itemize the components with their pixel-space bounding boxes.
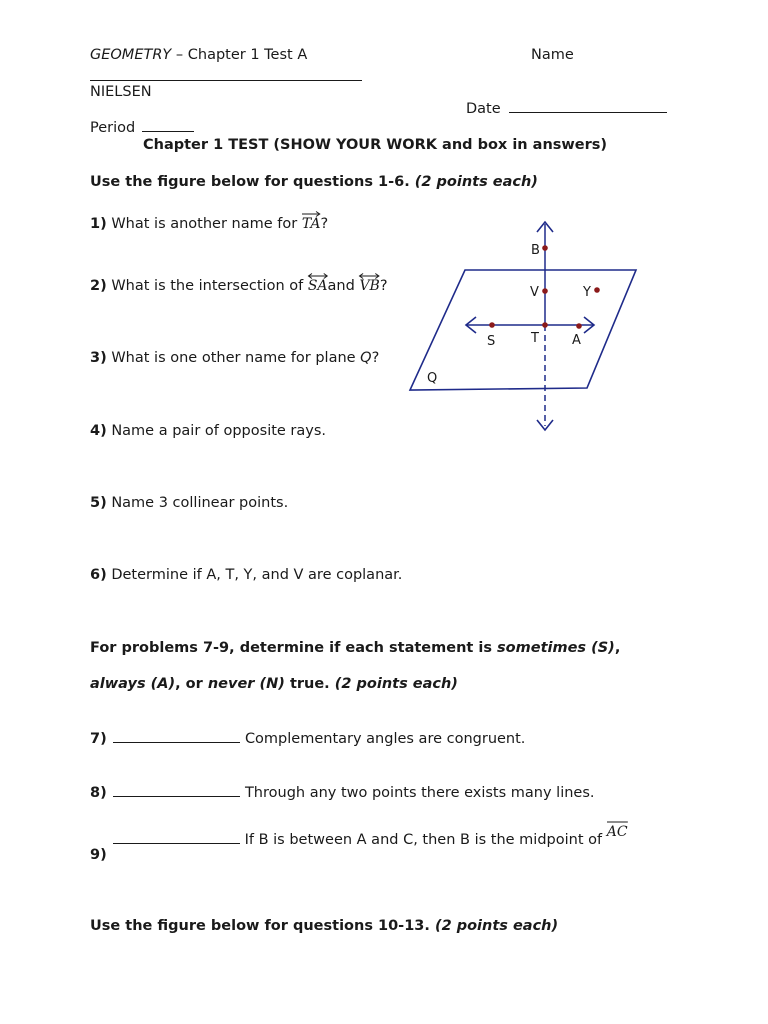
question-8 (90, 785, 595, 801)
question-text: What is another name for (111, 216, 298, 232)
plane-q (410, 270, 636, 390)
question-6 (90, 567, 402, 583)
label-a: A (572, 333, 581, 348)
never-option: never (N) (207, 676, 285, 692)
period-field (90, 120, 194, 136)
section1-text: Use the figure below for questions 1-6. (90, 174, 410, 190)
question-end: ? (379, 278, 388, 294)
segment-notation: AC (607, 819, 628, 839)
plane-figure (400, 212, 650, 442)
teacher-name: NIELSEN (90, 84, 152, 100)
course-title (90, 47, 307, 63)
ray-arrow-icon (302, 211, 321, 219)
name-blank[interactable] (90, 80, 362, 81)
question-text: Name a pair of opposite rays. (111, 423, 327, 439)
point-v (542, 288, 548, 294)
always-option: always (A) (90, 676, 176, 692)
question-1 (90, 211, 328, 232)
test-title: Chapter 1 TEST (SHOW YOUR WORK and box in answers) (143, 137, 608, 153)
section1-instruction (90, 174, 538, 190)
label-y: Y (583, 285, 591, 300)
question-text: If B is between A and C, then B is the midpoint of (244, 832, 603, 848)
segment-bar-icon (607, 819, 628, 827)
question-number: 7) (90, 731, 107, 747)
section2-points: (2 points each) (334, 676, 458, 692)
question-3 (90, 350, 379, 366)
label-s: S (487, 334, 496, 349)
line-arrow-icon (359, 273, 379, 281)
chapter-name: – Chapter 1 Test A (171, 47, 308, 63)
point-s (489, 322, 495, 328)
answer-blank[interactable] (113, 796, 240, 797)
line-notation-vb: VB (359, 273, 379, 293)
point-a (576, 323, 582, 329)
section2-instruction-line1: For problems 7-9, determine if each statement is sometimes (S), (90, 640, 621, 656)
label-t: T (531, 331, 539, 346)
section1-points: (2 points each) (414, 174, 538, 190)
question-number: 6) (90, 567, 107, 583)
question-number: 2) (90, 278, 107, 294)
point-y (594, 287, 600, 293)
question-9-statement (113, 824, 628, 848)
question-9-number: 9) (90, 847, 107, 863)
date-field (466, 101, 667, 117)
point-t (542, 322, 548, 328)
label-b: B (531, 243, 540, 258)
question-7 (90, 731, 525, 747)
period-label: Period (90, 120, 136, 136)
question-number: 4) (90, 423, 107, 439)
line-arrow-icon (308, 273, 328, 281)
line-notation-sa: SA (308, 273, 328, 293)
section3-text: Use the figure below for questions 10-13. (90, 918, 430, 934)
question-text: What is the intersection of (111, 278, 304, 294)
section3-points: (2 points each) (434, 918, 559, 934)
question-text: Complementary angles are congruent. (244, 731, 526, 747)
section2-instruction-line2: always (A), or never (N) true. (2 points each) (90, 676, 458, 692)
point-b (542, 245, 548, 251)
question-text: Name 3 collinear points. (111, 495, 289, 511)
name-label: Name (531, 47, 574, 63)
question-number: 1) (90, 216, 107, 232)
question-2 (90, 273, 388, 294)
label-v: V (530, 285, 539, 300)
question-end: ? (371, 350, 380, 366)
question-text: What is one other name for plane (111, 350, 356, 366)
date-blank[interactable] (509, 112, 667, 113)
answer-blank[interactable] (113, 742, 240, 743)
question-number: 5) (90, 495, 107, 511)
question-text: Determine if A, T, Y, and V are coplanar. (111, 567, 403, 583)
question-number: 8) (90, 785, 107, 801)
section3-instruction (90, 918, 558, 934)
question-number: 3) (90, 350, 107, 366)
question-joiner: and (327, 278, 355, 294)
question-5 (90, 495, 288, 511)
question-text: Through any two points there exists many lines. (244, 785, 595, 801)
answer-blank[interactable] (113, 843, 240, 844)
question-4 (90, 423, 326, 439)
sometimes-option: sometimes (S) (497, 640, 615, 656)
plane-name: Q (360, 350, 372, 366)
question-end: ? (320, 216, 329, 232)
course-name: GEOMETRY (90, 47, 172, 63)
date-label: Date (466, 101, 501, 117)
label-q: Q (427, 371, 438, 386)
ray-notation: TA (302, 211, 321, 231)
period-blank[interactable] (142, 131, 194, 132)
